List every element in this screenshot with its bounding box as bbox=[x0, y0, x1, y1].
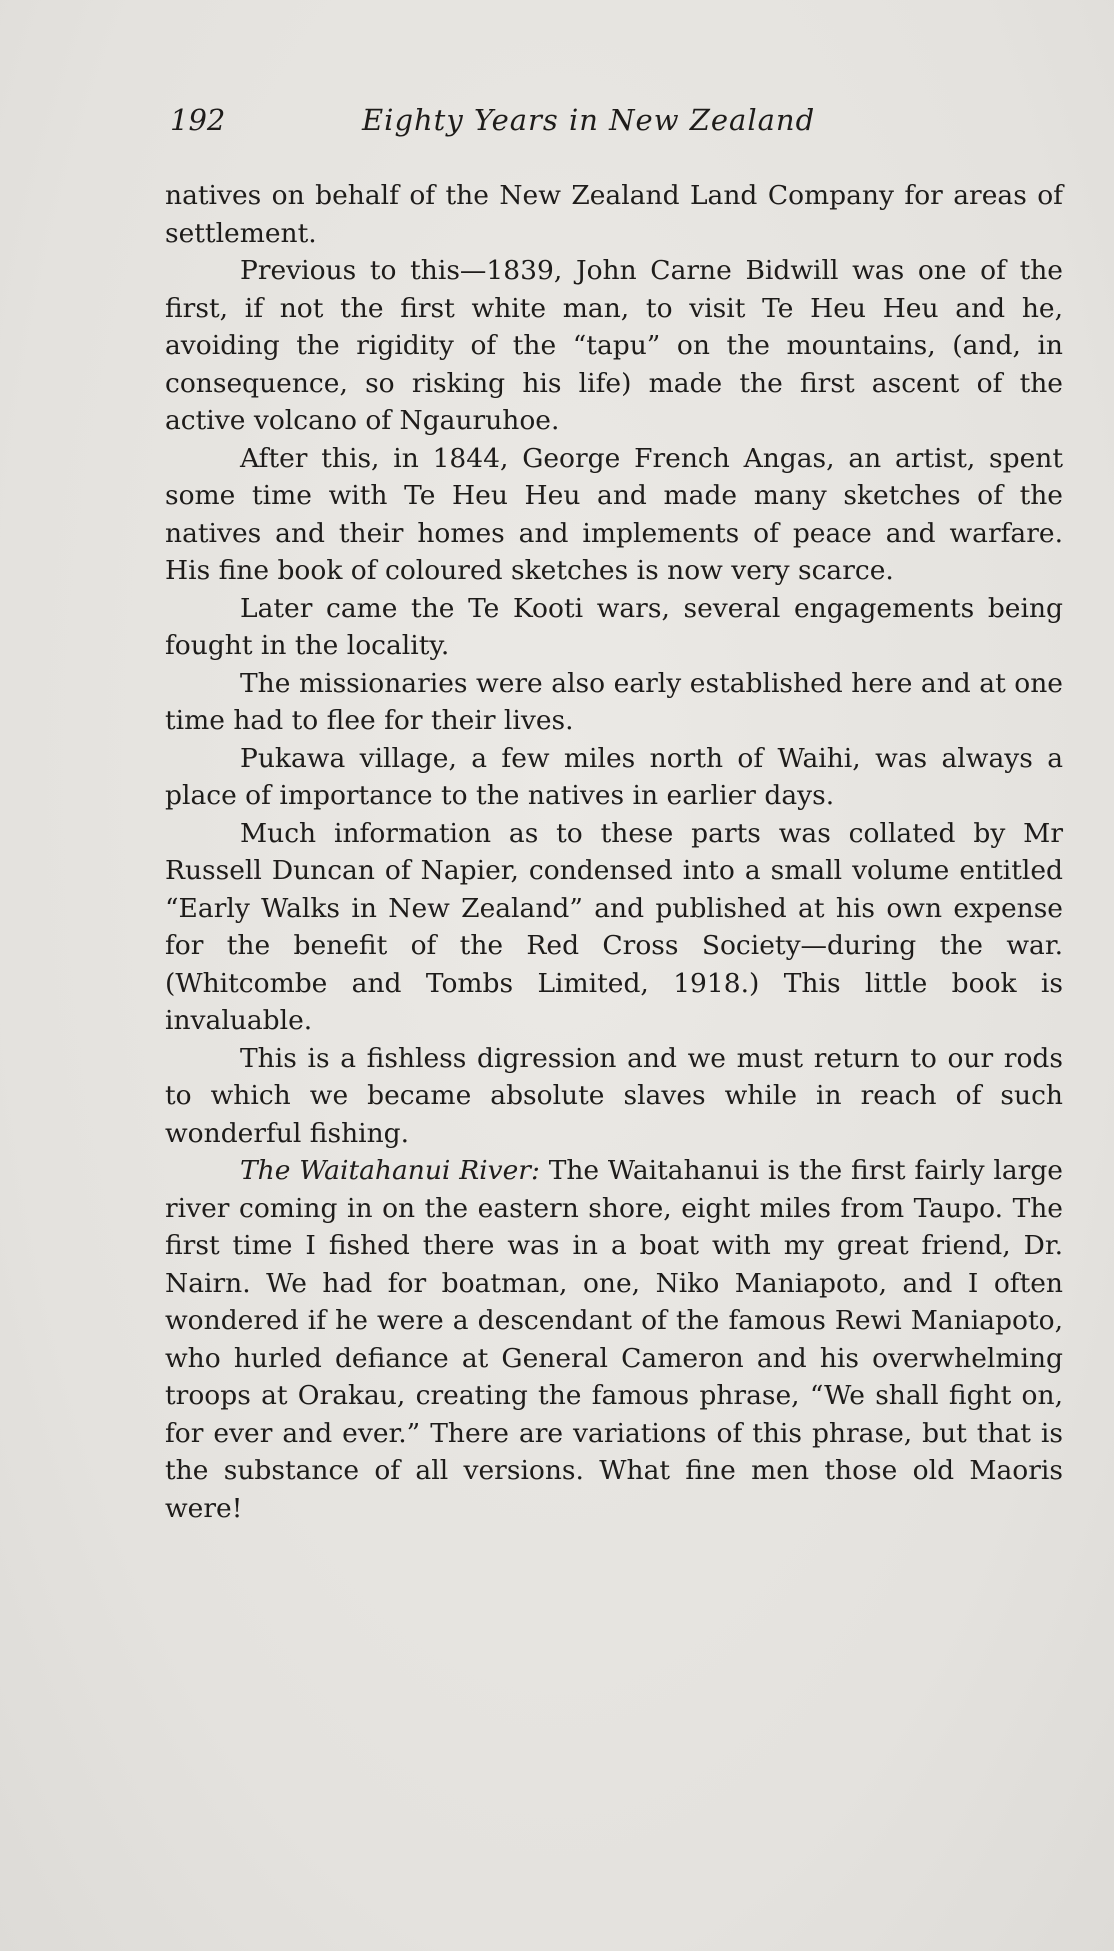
section-lead: The Waitahanui River: bbox=[240, 1155, 540, 1186]
paragraph-text: Later came the Te Kooti wars, several engagements being fought in the locality. bbox=[165, 592, 1063, 661]
paragraph bbox=[165, 815, 1063, 1040]
paragraph bbox=[165, 590, 1063, 665]
paragraph-text: This is a fishless digression and we must return to our rods to which we became absolute slaves while in reach of such wonderful fishing. bbox=[165, 1042, 1063, 1149]
paragraph bbox=[165, 1152, 1063, 1527]
paragraph-text: natives on behalf of the New Zealand Land Company for areas of settlement. bbox=[165, 180, 1063, 249]
paragraph-text: The missionaries were also early established here and at one time had to flee for their lives. bbox=[165, 667, 1063, 736]
paragraph bbox=[165, 740, 1063, 815]
page-header bbox=[170, 100, 870, 140]
paragraph bbox=[165, 440, 1063, 590]
paragraph bbox=[165, 665, 1063, 740]
paragraph bbox=[165, 177, 1063, 252]
paragraph bbox=[165, 1040, 1063, 1153]
page-number: 192 bbox=[170, 103, 226, 137]
body-text bbox=[165, 177, 1063, 1527]
paragraph-text: After this, in 1844, George French Angas, an artist, spent some time with Te Heu Heu and made many sketches of the natives and their homes and implements of peace and warfare. His fine book of coloured sketches is now very scarce. bbox=[165, 442, 1063, 586]
running-title: Eighty Years in New Zealand bbox=[362, 103, 816, 137]
paragraph-text: Previous to this—1839, John Carne Bidwill was one of the first, if not the first white man, to visit Te Heu Heu and he, avoiding the rigidity of the “tapu” on the mountains, (and, in consequence, so risking his life) made the first ascent of the active volcano of Ngauruhoe. bbox=[165, 255, 1063, 436]
paragraph bbox=[165, 252, 1063, 440]
paragraph-text: The Waitahanui is the first fairly large river coming in on the eastern shore, eight miles from Taupo. The first time I fished there was in a boat with my great friend, Dr. Nairn. We had for boatman, one, Niko Maniapoto, and I often wondered if he were a descendant of the famous Rewi Maniapoto, who hurled defiance at General Cameron and his overwhelming troops at Orakau, creating the famous phrase, “We shall fight on, for ever and ever.” There are variations of this phrase, but that is the substance of all versions. What fine men those old Maoris were! bbox=[165, 1155, 1063, 1524]
paragraph-text: Much information as to these parts was collated by Mr Russell Duncan of Napier, condensed into a small volume entitled “Early Walks in New Zealand” and published at his own expense for the benefit of the Red Cross Society—during the war. (Whitcombe and Tombs Limited, 1918.) This little book is invaluable. bbox=[165, 817, 1063, 1036]
paragraph-text: Pukawa village, a few miles north of Waihi, was always a place of importance to the natives in earlier days. bbox=[165, 742, 1063, 811]
